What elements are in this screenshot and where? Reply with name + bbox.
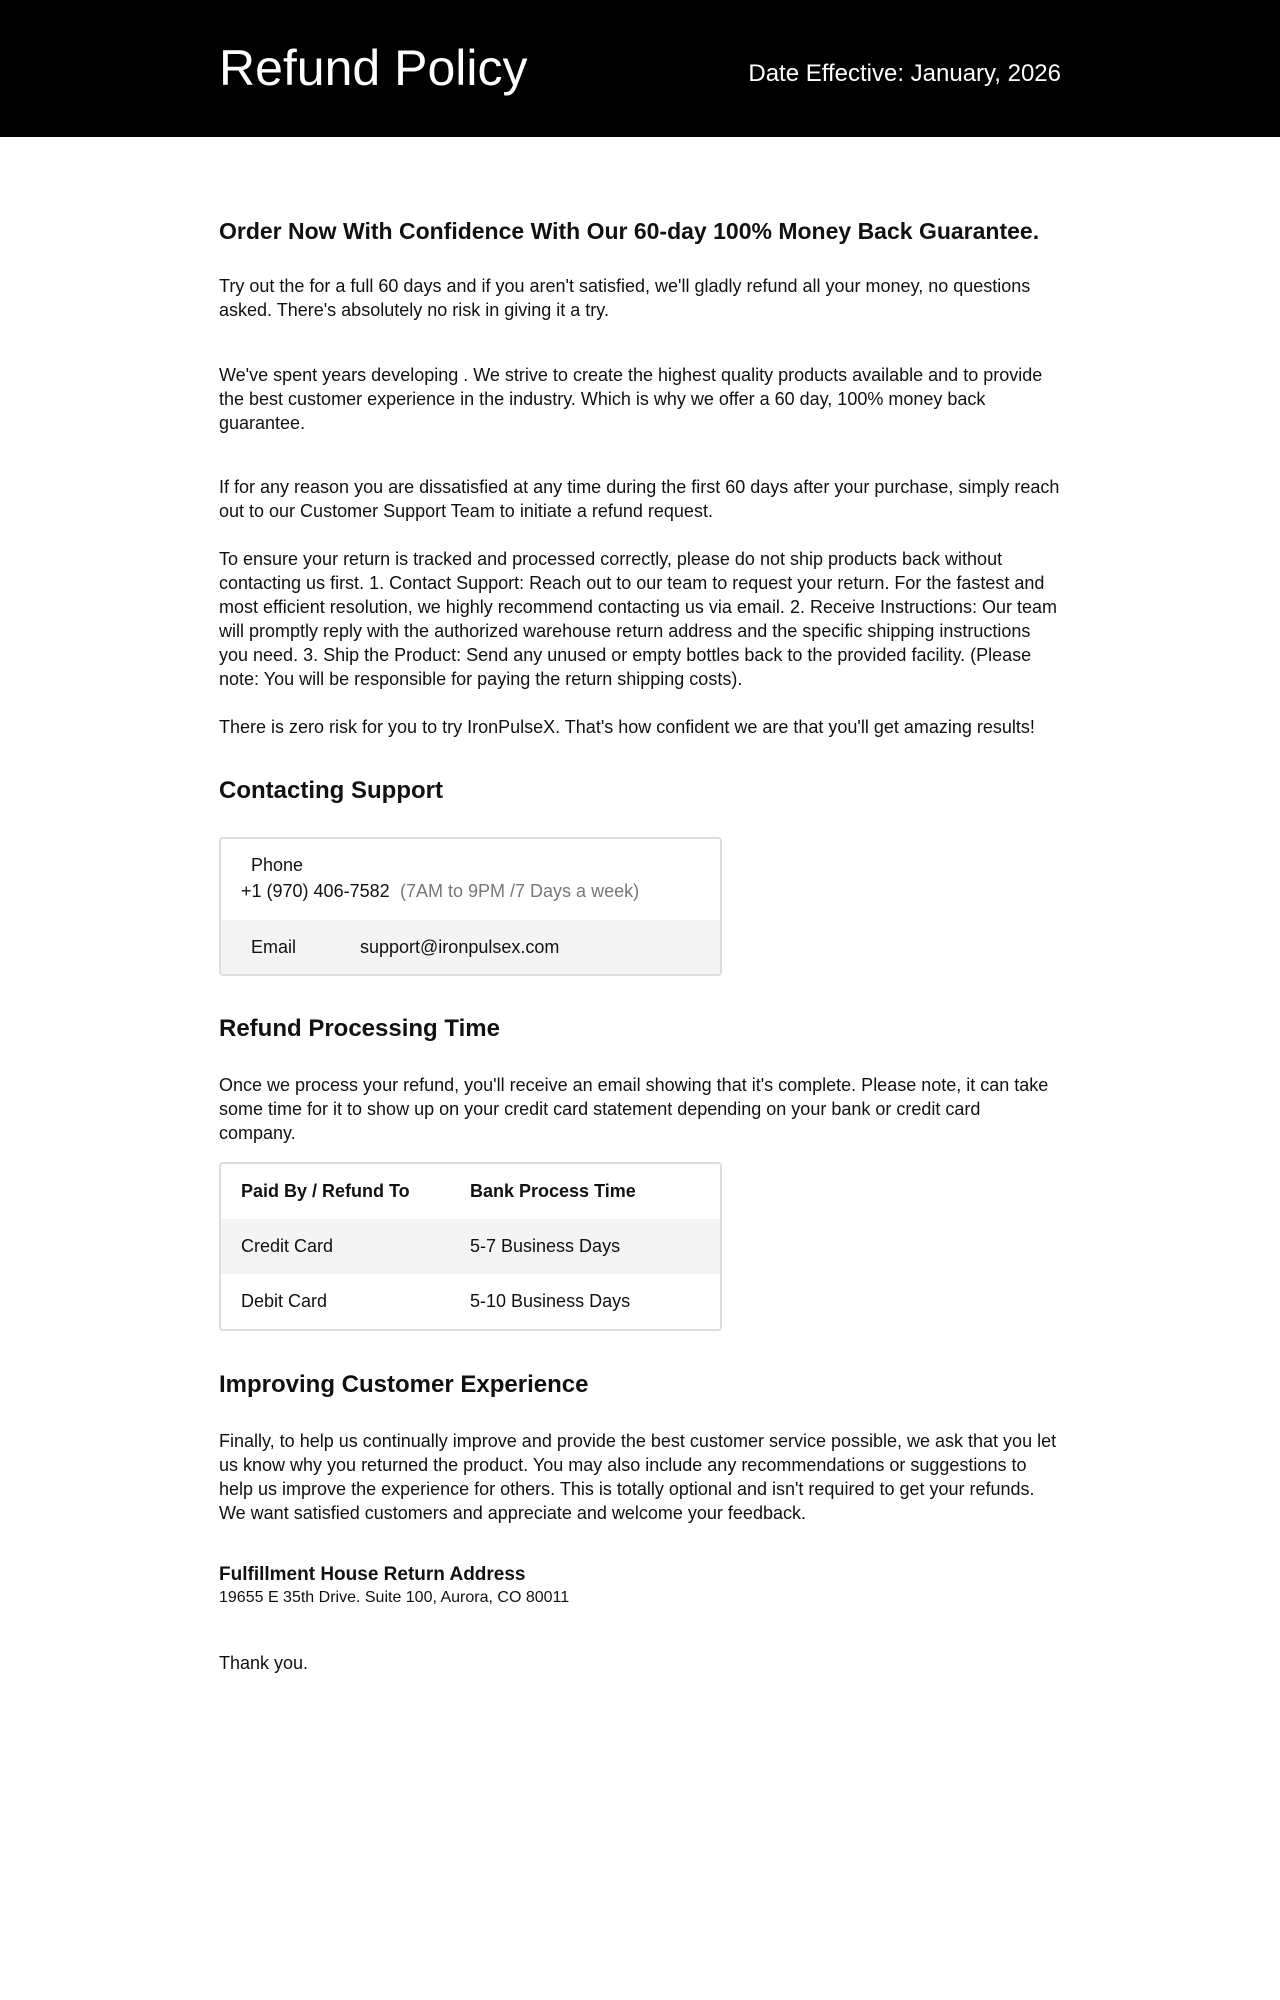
intro-paragraph-5: There is zero risk for you to try IronPulseX. That's how confident we are that you'll get amazing results!	[219, 717, 1035, 737]
customer-experience-heading: Improving Customer Experience	[219, 1371, 589, 1398]
table-cell-time: 5-10 Business Days	[470, 1291, 631, 1311]
table-row	[221, 1219, 720, 1274]
intro-paragraph-3: If for any reason you are dissatisfied at any time during the first 60 days after your purchase, simply reach out to our Customer Support Team to initiate a refund request.	[219, 477, 1060, 521]
guarantee-heading: Order Now With Confidence With Our 60-day 100% Money Back Guarantee.	[219, 218, 1040, 244]
date-effective: Date Effective: January, 2026	[748, 60, 1061, 87]
intro-paragraph-1: Try out the for a full 60 days and if you aren't satisfied, we'll gladly refund all your money, no questions asked. There's absolutely no risk in giving it a try.	[219, 276, 1031, 320]
email-label: Email	[251, 937, 297, 957]
table-cell-method: Credit Card	[241, 1236, 334, 1256]
intro-paragraph-4: To ensure your return is tracked and processed correctly, please do not ship products back without contacting us first. 1. Contact Support: Reach out to our team to request your return. For the fastest and most efficient resolution, we highly recommend contacting us via email. 2. Receive Instructions: Our team will promptly reply with the authorized warehouse return address and the specific shipping instructions you need. 3. Ship the Product: Send any unused or empty bottles back to the provided facility. (Please note: You will be responsible for paying the return shipping costs).	[219, 549, 1058, 689]
table-header-paid-by: Paid By / Refund To	[241, 1181, 410, 1201]
table-cell-method: Debit Card	[241, 1291, 328, 1311]
experience-paragraph: Finally, to help us continually improve and provide the best customer service possible, we ask that you let us know why you returned the product. You may also include any recommendations or suggestions to help us improve the experience for others. This is totally optional and isn't required to get your refunds. We want satisfied customers and appreciate and welcome your feedback.	[219, 1431, 1057, 1523]
phone-hours: (7AM to 9PM /7 Days a week)	[400, 881, 640, 901]
email-row	[221, 920, 720, 976]
table-cell-time: 5-7 Business Days	[470, 1236, 621, 1256]
processing-time-table	[219, 1162, 722, 1331]
refund-processing-heading: Refund Processing Time	[219, 1015, 500, 1042]
table-header-process-time: Bank Process Time	[470, 1181, 636, 1201]
table-header-row	[221, 1164, 720, 1219]
phone-label: Phone	[251, 855, 304, 875]
phone-row	[221, 839, 720, 920]
return-address-title: Fulfillment House Return Address	[219, 1564, 526, 1585]
contacting-support-heading: Contacting Support	[219, 777, 443, 804]
intro-paragraph-2: We've spent years developing . We strive to create the highest quality products available and to provide the best customer experience in the industry. Which is why we offer a 60 day, 100% money back guarantee.	[219, 365, 1043, 433]
processing-paragraph: Once we process your refund, you'll receive an email showing that it's complete. Please note, it can take some time for it to show up on your credit card statement depending on your bank or credit card company.	[219, 1075, 1049, 1143]
support-contact-box	[219, 837, 722, 976]
closing-thank-you: Thank you.	[219, 1653, 309, 1673]
table-row	[221, 1274, 720, 1329]
return-address-line: 19655 E 35th Drive. Suite 100, Aurora, CO 80011	[219, 1589, 570, 1606]
phone-number[interactable]: +1 (970) 406-7582	[241, 881, 390, 901]
page-title: Refund Policy	[219, 40, 528, 96]
page-header	[0, 0, 1280, 137]
email-address[interactable]: support@ironpulsex.com	[360, 937, 560, 957]
